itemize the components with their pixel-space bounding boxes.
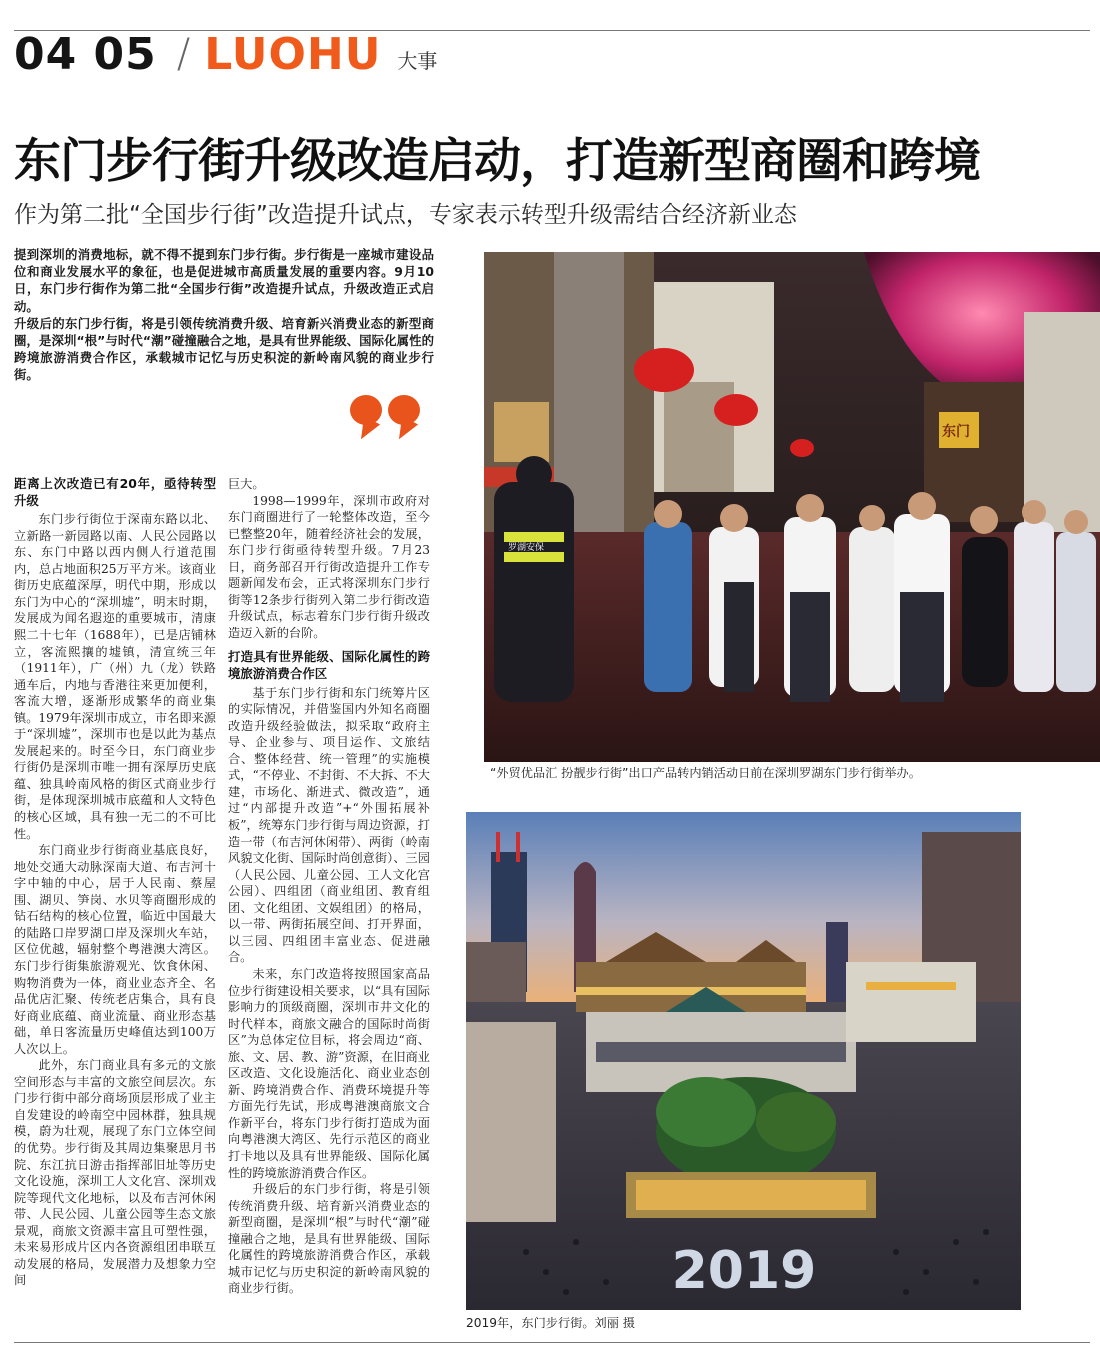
column-heading-1: 距离上次改造已有20年，亟待转型升级 (14, 476, 216, 508)
headline: 东门步行街升级改造启动，打造新型商圈和跨境 (14, 134, 980, 189)
top-rule (14, 30, 1090, 31)
shop-sign-text: 东门 (942, 424, 970, 440)
body-paragraph: 东门商业步行街商业基底良好，地处交通大动脉深南大道、布吉河十字中轴的中心，居于人民南、蔡屋围、湖贝、笋岗、水贝等商圈形成的钻石结构的核心位置，临近中国最大的陆路口岸罗湖口岸及深圳火车站，区位优越，辐射整个粤港澳大湾区。东门步行街集旅游观光、饮食休闲、购物消费为一体，商业业态齐全、名品优店汇聚、传统老店集合，具有良好商业底蕴、商业流量、商业形态基础，单日客流量历史峰值达到100万人次以上。 (14, 843, 216, 1056)
open-quote-icon (350, 395, 428, 445)
page-numbers: 04 05 (14, 28, 157, 80)
subheadline: 作为第二批“全国步行街”改造提升试点，专家表示转型升级需结合经济新业态 (14, 202, 797, 228)
quote-mark-right (388, 395, 422, 441)
bottom-rule (14, 1342, 1090, 1343)
photo-dongmen-aerial-illustration (466, 812, 1021, 1310)
body-paragraph: 1998—1999年，深圳市政府对东门商圈进行了一轮整体改造，至今已整整20年，随着经济社会的发展，东门步行街亟待转型升级。7月23日，商务部召开行街改造提升工作专题新闻发布会，正式将深圳东门步行街等12条步行街列入第二步行街改造升级试点，标志着东门步行街升级改造迈入新的台阶。 (228, 493, 430, 640)
quote-mark-left (350, 395, 384, 441)
body-continuation: 巨大。 (228, 477, 265, 491)
photo-street-event (484, 252, 1100, 762)
photo-caption-1: “外贸优品汇 扮靓步行街”出口产品转内销活动日前在深圳罗湖东门步行街举办。 (490, 766, 921, 780)
lead-paragraph (14, 246, 434, 384)
body-paragraph: 东门步行街位于深南东路以北、立新路一新园路以南、人民公园路以东、东门中路以西内侧人行道范围内，总占地面积25万平方米。该商业街历史底蕴深厚，明代中期，形成以东门为中心的“深圳墟”，明末时期，发展成为闻名遐迩的重要城市，清康熙二十七年（1688年），已是店铺林立，客流熙攘的墟镇，清宣统三年（1911年），广（州）九（龙）铁路通车后，内地与香港往来更加便利，客流大增，逐渐形成繁华的商业集镇。1979年深圳市成立，市名即来源于“深圳墟”，深圳市也是以此为基点发展起来的。时至今日，东门商业步行街仍是深圳市唯一拥有深厚历史底蕴、独具岭南风格的街区式商业步行街，是体现深圳城市底蕴和人文特色的核心区域，具有独一无二的不可比性。 (14, 512, 216, 841)
article-column-1 (14, 476, 216, 1289)
section-label: 大事 (397, 48, 438, 73)
body-paragraph: 未来，东门改造将按照国家高品位步行街建设相关要求，以“具有国际影响力的顶级商圈，深圳市井文化的时代样本，商旅文融合的国际时尚街区”为总体定位目标，将会周边“商、旅、文、居、教、游”资源，在旧商业区改造、文化设施活化、商业业态创新、跨境消费合作、消费环境提升等方面先行先试，形成粤港澳商旅文合作新平台，将东门步行街打造成为面向粤港澳大湾区、先行示范区的商业打卡地以及具有世界能级、国际化属性的跨境旅游消费合作区。 (228, 966, 430, 1180)
photo-street-event-illustration (484, 252, 1100, 762)
display-2019: 2019 (671, 1241, 817, 1301)
masthead (14, 28, 438, 80)
body-paragraph: 升级后的东门步行街，将是引领传统消费升级、培育新兴消费业态的新型商圈，是深圳“根”与时代“潮”碰撞融合之地，是具有世界能级、国际化属性的跨境旅游消费合作区，承载城市记忆与历史积淀的新岭南风貌的商业步行街。 (228, 1182, 430, 1296)
body-paragraph: 此外，东门商业具有多元的文旅空间形态与丰富的文旅空间层次。东门步行街中部分商场顶层形成了业主自发建设的岭南空中园林群，独具规模，蔚为壮观，展现了东门立体空间的优势。步行街及其周边集聚思月书院、东江抗日游击指挥部旧址等历史文化设施，深圳工人文化宫、深圳戏院等现代文化地标，以及布吉河休闲带、人民公园、儿童公园等生态文旅景观，商旅文资源丰富且可塑性强，未来易形成片区内各资源组团串联互动发展的格局，发展潜力及想象力空间 (14, 1058, 216, 1288)
security-vest-text: 罗湖安保 (508, 543, 545, 553)
lead-text-1: 提到深圳的消费地标，就不得不提到东门步行街。步行街是一座城市建设品位和商业发展水平的象征，也是促进城市高质量发展的重要内容。9月10日，东门步行街作为第二批“全国步行街”改造提升试点，升级改造正式启动。 (14, 247, 434, 314)
photo-caption-2: 2019年，东门步行街。刘丽 摄 (466, 1316, 635, 1330)
body-paragraph: 基于东门步行街和东门统筹片区的实际情况，并借鉴国内外知名商圈改造升级经验做法，拟采取“政府主导、企业参与、项目运作、文旅结合、整体经营、统一管理”的实施模式，“不停业、不封街、不大拆、不大建，市场化、渐进式、微改造”，通过“内部提升改造”+“外围拓展补板”，统筹东门步行街与周边资源，打造一带（布吉河休闲带）、两街（岭南风貌文化街、国际时尚创意街）、三园（人民公园、儿童公园、工人文化宫公园）、四组团（商业组团、教育组团、文化组团、文娱组团）的格局，以一带、两街拓展空间、打开界面，以三园、四组团丰富业态、促进融合。 (228, 685, 430, 965)
column-heading-2: 打造具有世界能级、国际化属性的跨境旅游消费合作区 (228, 649, 430, 682)
masthead-divider: / (176, 31, 191, 77)
lead-text-2: 升级后的东门步行街，将是引领传统消费升级、培育新兴消费业态的新型商圈，是深圳“根”与时代“潮”碰撞融合之地，是具有世界能级、国际化属性的跨境旅游消费合作区，承载城市记忆与历史积淀的新岭南风貌的商业步行街。 (14, 315, 434, 383)
brand-logo: LUOHU (204, 28, 382, 80)
article-column-2 (228, 476, 430, 1297)
photo-dongmen-aerial (466, 812, 1021, 1310)
